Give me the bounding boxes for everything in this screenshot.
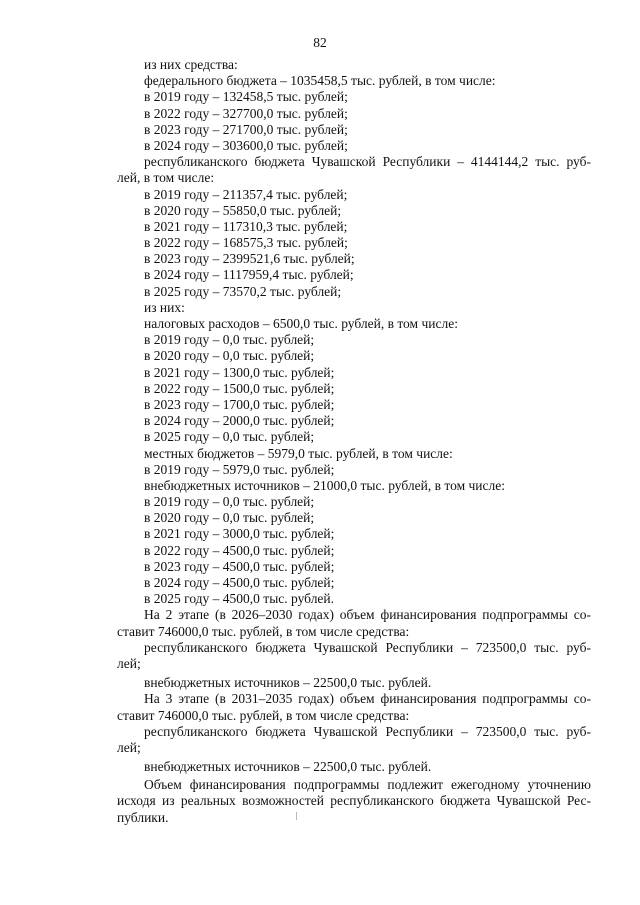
text-line: На 3 этапе (в 2031–2035 годах) объем финансирования подпрограммы со- bbox=[144, 691, 591, 707]
text-line: в 2019 году – 5979,0 тыс. рублей; bbox=[144, 461, 335, 477]
text-line: в 2023 году – 1700,0 тыс. рублей; bbox=[144, 396, 335, 412]
text-line: из них: bbox=[144, 299, 185, 315]
text-line: в 2022 году – 4500,0 тыс. рублей; bbox=[144, 542, 335, 558]
text-line: в 2021 году – 1300,0 тыс. рублей; bbox=[144, 364, 335, 380]
text-line: республиканского бюджета Чувашской Республики – 723500,0 тыс. руб- bbox=[144, 723, 591, 739]
text-line: в 2019 году – 0,0 тыс. рублей; bbox=[144, 332, 315, 348]
text-line: республиканского бюджета Чувашской Республики – 723500,0 тыс. руб- bbox=[144, 639, 591, 655]
text-line: в 2024 году – 1117959,4 тыс. рублей; bbox=[144, 267, 354, 283]
text-line: лей; bbox=[117, 655, 141, 671]
text-line: публики. bbox=[117, 809, 169, 825]
text-line: в 2025 году – 73570,2 тыс. рублей; bbox=[144, 283, 342, 299]
text-line: лей; bbox=[117, 739, 141, 755]
text-line: местных бюджетов – 5979,0 тыс. рублей, в том числе: bbox=[144, 445, 453, 461]
text-line: в 2023 году – 271700,0 тыс. рублей; bbox=[144, 121, 348, 137]
text-line: в 2019 году – 211357,4 тыс. рублей; bbox=[144, 186, 348, 202]
text-line: в 2021 году – 3000,0 тыс. рублей; bbox=[144, 526, 335, 542]
text-line: На 2 этапе (в 2026–2030 годах) объем финансирования подпрограммы со- bbox=[144, 607, 591, 623]
text-line: в 2020 году – 0,0 тыс. рублей; bbox=[144, 348, 315, 364]
text-line: лей, в том числе: bbox=[117, 170, 215, 186]
text-line: в 2023 году – 2399521,6 тыс. рублей; bbox=[144, 251, 355, 267]
text-line: в 2022 году – 327700,0 тыс. рублей; bbox=[144, 105, 348, 121]
text-line: в 2021 году – 117310,3 тыс. рублей; bbox=[144, 218, 348, 234]
text-line: в 2020 году – 55850,0 тыс. рублей; bbox=[144, 202, 342, 218]
text-line: в 2024 году – 4500,0 тыс. рублей; bbox=[144, 575, 335, 590]
document-body bbox=[117, 57, 591, 826]
page-number: 82 bbox=[313, 35, 327, 50]
text-line: внебюджетных источников – 21000,0 тыс. рублей, в том числе: bbox=[144, 477, 505, 493]
text-line: в 2025 году – 0,0 тыс. рублей; bbox=[144, 429, 315, 445]
text-line: внебюджетных источников – 22500,0 тыс. рублей. bbox=[144, 675, 432, 691]
text-line: в 2022 году – 1500,0 тыс. рублей; bbox=[144, 380, 335, 396]
text-line: исходя из реальных возможностей республиканского бюджета Чувашской Рес- bbox=[117, 793, 591, 809]
text-line: федерального бюджета – 1035458,5 тыс. рублей, в том числе: bbox=[144, 73, 496, 89]
text-line: ставит 746000,0 тыс. рублей, в том числе средства: bbox=[117, 707, 410, 723]
scan-artifact bbox=[296, 812, 297, 820]
text-line: из них средства: bbox=[144, 57, 238, 72]
text-line: в 2020 году – 0,0 тыс. рублей; bbox=[144, 510, 315, 526]
text-line: в 2024 году – 303600,0 тыс. рублей; bbox=[144, 137, 348, 153]
text-line: внебюджетных источников – 22500,0 тыс. рублей. bbox=[144, 759, 432, 775]
text-line: в 2019 году – 132458,5 тыс. рублей; bbox=[144, 89, 348, 105]
text-line: в 2022 году – 168575,3 тыс. рублей; bbox=[144, 235, 348, 251]
text-line: Объем финансирования подпрограммы подлежит ежегодному уточнению bbox=[144, 777, 591, 793]
text-line: налоговых расходов – 6500,0 тыс. рублей, в том числе: bbox=[144, 316, 458, 331]
text-line: ставит 746000,0 тыс. рублей, в том числе средства: bbox=[117, 623, 410, 639]
text-line: в 2024 году – 2000,0 тыс. рублей; bbox=[144, 413, 335, 429]
text-line: в 2023 году – 4500,0 тыс. рублей; bbox=[144, 558, 335, 574]
text-line: в 2019 году – 0,0 тыс. рублей; bbox=[144, 494, 315, 510]
text-line: в 2025 году – 4500,0 тыс. рублей. bbox=[144, 591, 335, 607]
text-line: республиканского бюджета Чувашской Республики – 4144144,2 тыс. руб- bbox=[144, 154, 591, 170]
